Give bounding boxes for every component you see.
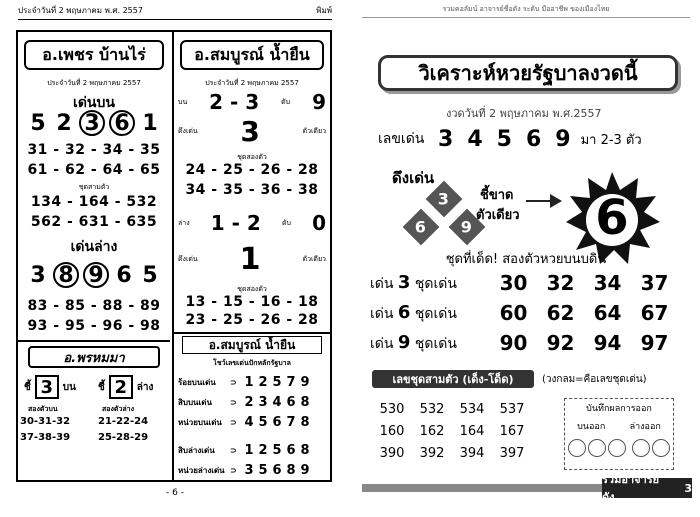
digit: 6	[286, 394, 296, 410]
pair-heading-2: ชุดสองตัว	[237, 285, 267, 293]
column-title: อ.สมบูรณ์ น้ำยืน	[180, 40, 324, 70]
issue-date: งวดวันที่ 2 พฤษภาคม พ.ศ.2557	[446, 107, 602, 120]
top-big-lbl2: ตัวเดียว	[302, 126, 326, 135]
lead-number: 3	[438, 126, 454, 152]
pair-row-2: 13 - 15 - 16 - 18	[185, 294, 319, 310]
triple-value: 390	[379, 445, 405, 461]
digit: 9	[300, 374, 310, 390]
triple-row	[372, 398, 532, 420]
pair-row-label: เด่น 9 ชุดเด่น	[370, 331, 457, 353]
lead-number: 9	[555, 126, 571, 152]
top-big-lbl: ดึงเด่น	[178, 126, 198, 135]
bottom-pair-row: 93 - 95 - 96 - 98	[27, 318, 161, 334]
pair-value: 60	[499, 301, 528, 325]
digit: 3	[30, 262, 46, 288]
bottom-big-line	[178, 242, 326, 276]
triple-chip-note: (วงกลม=คือเลขชุดเด่น)	[542, 374, 647, 385]
row-label: สิบล่างเด่น	[178, 445, 215, 455]
tile: 9	[449, 209, 486, 246]
digit: 7	[286, 414, 296, 430]
sub-title: อ.สมบูรณ์ น้ำยืน	[182, 336, 322, 354]
tile: 3	[426, 181, 463, 218]
top-big-line	[178, 116, 326, 146]
bot-big-lbl2: ตัวเดียว	[302, 254, 326, 263]
digit: 9	[300, 462, 310, 478]
sub-top-lbl: ชี้	[24, 381, 31, 393]
lead-number: 5	[496, 126, 512, 152]
pair-value: 34	[593, 271, 622, 295]
bot-digits: 1 - 2	[210, 211, 261, 235]
pair-value: 62	[546, 301, 575, 325]
digit: 3	[244, 462, 254, 478]
digit: 6	[272, 462, 282, 478]
bottom-pair-row: 83 - 85 - 88 - 89	[27, 298, 161, 314]
pair-value: 90	[499, 331, 528, 355]
divider	[174, 332, 330, 334]
page-number: - 6 -	[166, 488, 184, 498]
top-heading: เด่นบน	[73, 95, 115, 111]
triple-table	[372, 398, 532, 464]
bot-lbl: ล่าง	[178, 218, 190, 227]
digit: 2	[56, 110, 72, 136]
digit: 1	[142, 110, 158, 136]
pair-value: 32	[546, 271, 575, 295]
pair-value: 97	[640, 331, 669, 355]
triple-value: 530	[379, 401, 405, 417]
footer-page: 3	[684, 481, 692, 495]
pair-row	[370, 330, 680, 356]
record-box	[564, 398, 674, 470]
bot-dead: 0	[312, 211, 326, 235]
pair-row: 61 - 62 - 64 - 65	[27, 162, 161, 178]
bottom-line	[178, 210, 326, 236]
triple-value: 162	[419, 423, 445, 439]
digit: 8	[53, 262, 79, 288]
triple-value: 167	[499, 423, 525, 439]
arrow-icon: ⊃	[230, 465, 237, 475]
sub-top-word: บน	[62, 381, 76, 393]
triple-heading: ชุดสามตัว	[78, 183, 110, 191]
column-phet	[18, 30, 170, 482]
arrow-icon: ⊃	[230, 397, 237, 407]
sub-row-top: 30-31-32	[20, 416, 71, 427]
pair-row-2: 23 - 25 - 26 - 28	[185, 312, 319, 328]
record-labels	[565, 419, 673, 433]
bot-dead-lbl: ดับ	[281, 218, 291, 227]
triple-value: 397	[499, 445, 525, 461]
row-label: หน่วยล่างเด่น	[178, 465, 225, 475]
right-header: รวมคอลัมน์ อาจารย์ชื่อดัง ระดับ มืออาชีพ ของเมืองไทย	[362, 4, 690, 18]
record-circles	[565, 439, 673, 461]
digit-table-row	[178, 462, 326, 478]
triple-value: 160	[379, 423, 405, 439]
digit-table-row	[178, 442, 326, 458]
digit-table-row	[178, 374, 326, 390]
digit: 8	[300, 394, 310, 410]
sub-bot-word: ล่าง	[136, 381, 154, 393]
pair-row	[370, 270, 680, 296]
digit: 1	[244, 442, 254, 458]
row-label: สิบบนเด่น	[178, 397, 212, 407]
top-digit-row	[18, 110, 170, 136]
sub-row-top: 37-38-39	[20, 432, 71, 443]
top-digits: 2 - 3	[209, 90, 260, 114]
digit: 6	[286, 442, 296, 458]
digit: 6	[272, 414, 282, 430]
digit: 2	[258, 374, 268, 390]
row-label: ร้อยบนเด่น	[178, 377, 216, 387]
column-title: อ.เพชร บ้านไร่	[24, 40, 164, 70]
digit: 6	[116, 262, 132, 288]
pointer-bottom: ตัวเดียว	[476, 208, 520, 223]
pairs-heading: ชุดที่เด็ด! สองตัวหวยบนบดิน	[445, 252, 607, 267]
triple-row: 562 - 631 - 635	[30, 214, 158, 230]
lead-number: 4	[467, 126, 483, 152]
digit: 5	[258, 462, 268, 478]
digit: 9	[83, 262, 109, 288]
sub-bot-lbl: ชี้	[98, 381, 105, 393]
pair-heading: ชุดสองตัว	[237, 153, 267, 161]
column-date: ประจำวันที่ 2 พฤษภาคม 2557	[47, 79, 141, 87]
pair-row: 31 - 32 - 34 - 35	[27, 142, 161, 158]
pair-value: 67	[640, 301, 669, 325]
triple-value: 537	[499, 401, 525, 417]
digit-table-row	[178, 394, 326, 410]
pair-value: 64	[593, 301, 622, 325]
pointer-top: ชี้ขาด	[480, 188, 514, 203]
bot-big-digit: 1	[239, 241, 261, 277]
footer-bar	[362, 484, 602, 492]
triple-value: 534	[459, 401, 485, 417]
record-top-label: บนออก	[577, 422, 606, 432]
top-dead-lbl: ดับ	[281, 97, 291, 106]
digit: 7	[286, 374, 296, 390]
triple-value: 532	[419, 401, 445, 417]
digit: 4	[244, 414, 254, 430]
footer-label: รวมอาจารย์ดัง... 3	[602, 473, 692, 504]
sub-bot-digit: 2	[109, 375, 133, 399]
digit: 8	[300, 414, 310, 430]
pair-row-label: เด่น 3 ชุดเด่น	[370, 271, 457, 293]
digit: 3	[79, 110, 105, 136]
pair-row: 24 - 25 - 26 - 28	[185, 162, 319, 178]
lead-label: เลขเด่น	[378, 131, 425, 147]
pull-label: ดึงเด่น	[392, 169, 435, 187]
lead-numbers	[438, 127, 571, 152]
left-header	[18, 4, 332, 20]
digit-table-row	[178, 414, 326, 430]
sub-cap-top: สองตัวบน	[28, 405, 58, 413]
digit: 8	[300, 442, 310, 458]
left-header-date: ประจำวันที่ 2 พฤษภาคม พ.ศ. 2557	[18, 6, 143, 15]
digit: 3	[258, 394, 268, 410]
triple-row	[372, 420, 532, 442]
pair-value: 92	[546, 331, 575, 355]
digit: 5	[258, 414, 268, 430]
digit: 2	[258, 442, 268, 458]
row-label: หน่วยบนเด่น	[178, 417, 222, 427]
triple-row: 134 - 164 - 532	[30, 194, 158, 210]
pointing-hand-icon	[524, 190, 564, 212]
bot-big-lbl: ดึงเด่น	[178, 254, 198, 263]
sub-caption: โชว์เลขเด่นปักหลักรัฐบาล	[213, 359, 291, 367]
digit: 6	[109, 110, 135, 136]
digit: 5	[30, 110, 46, 136]
top-line	[178, 90, 326, 114]
pair-row: 34 - 35 - 36 - 38	[185, 182, 319, 198]
record-title: บันทึกผลการออก	[586, 404, 652, 414]
triple-row	[372, 442, 532, 464]
digit: 5	[272, 442, 282, 458]
digit: 5	[272, 374, 282, 390]
lead-suffix: มา 2-3 ตัว	[580, 132, 642, 148]
tile: 6	[403, 209, 440, 246]
digit: 8	[286, 462, 296, 478]
digit: 2	[244, 394, 254, 410]
left-header-right: พิมพ์	[316, 6, 332, 15]
sub-top-pick	[24, 374, 94, 400]
arrow-icon: ⊃	[230, 377, 237, 387]
arrow-icon: ⊃	[230, 417, 237, 427]
top-lbl: บน	[178, 97, 188, 106]
sub-bottom-pick	[98, 374, 168, 400]
lead-number-row	[378, 124, 678, 154]
pair-value: 37	[640, 271, 669, 295]
banner-title: วิเคราะห์หวยรัฐบาลงวดนี้	[378, 55, 678, 91]
pull-tiles	[404, 186, 484, 242]
bottom-digit-row	[18, 262, 170, 288]
bottom-heading: เด่นล่าง	[70, 239, 118, 255]
pair-value: 30	[499, 271, 528, 295]
burst-digit: 6	[595, 190, 629, 246]
sub-row-bot: 21-22-24	[98, 416, 149, 427]
top-big-digit: 3	[240, 114, 260, 148]
sub-row-bot: 25-28-29	[98, 432, 149, 443]
triple-value: 394	[459, 445, 485, 461]
triple-chip: เลขชุดสามตัว (เด็ง-โด็ด)	[372, 370, 534, 388]
pair-value: 94	[593, 331, 622, 355]
digit: 4	[272, 394, 282, 410]
column-somboon	[172, 30, 330, 482]
record-bot-label: ล่างออก	[629, 422, 661, 432]
arrow-icon: ⊃	[230, 445, 237, 455]
lead-number: 6	[525, 126, 542, 152]
digit: 1	[244, 374, 254, 390]
column-date: ประจำวันที่ 2 พฤษภาคม 2557	[205, 79, 299, 87]
sub-top-digit: 3	[35, 375, 59, 399]
triple-value: 164	[459, 423, 485, 439]
digit: 5	[142, 262, 158, 288]
sub-title: อ.พรหมมา	[28, 346, 160, 368]
top-dead: 9	[312, 90, 326, 114]
sub-cap-bot: สองตัวล่าง	[102, 405, 135, 413]
pair-row-label: เด่น 6 ชุดเด่น	[370, 301, 457, 323]
triple-value: 392	[419, 445, 445, 461]
pair-row	[370, 300, 680, 326]
divider	[18, 340, 170, 342]
right-page	[352, 0, 700, 517]
